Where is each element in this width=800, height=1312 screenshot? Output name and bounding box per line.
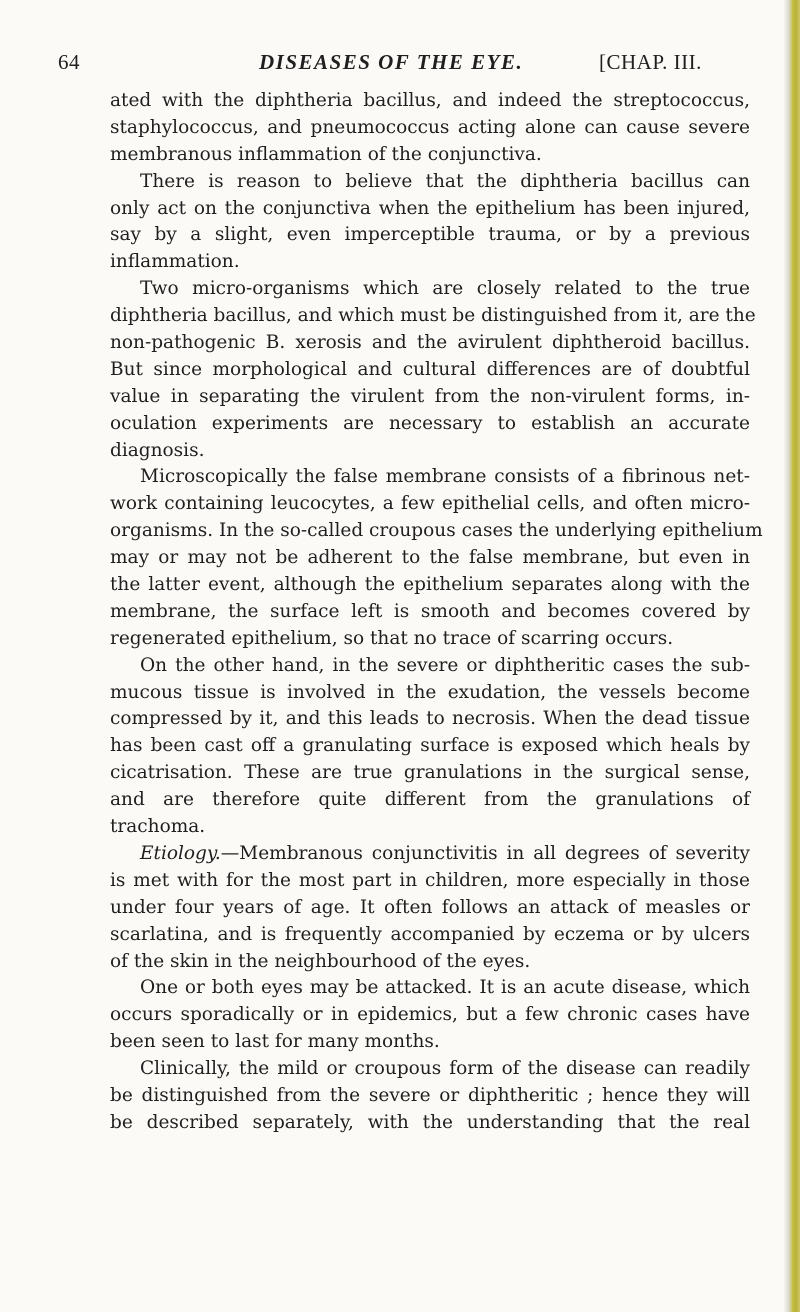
line-text: organisms. In the so-called croupous cases the underlying epithelium	[110, 520, 763, 542]
text-line	[110, 653, 750, 680]
line-text: oculation experiments are necessary to establish an accurate	[110, 412, 750, 434]
text-line	[110, 706, 750, 733]
line-text: value in separating the virulent from the non-virulent forms, in-	[110, 385, 750, 407]
line-text: But since morphological and cultural differences are of doubtful	[110, 358, 750, 380]
text-line	[110, 276, 750, 303]
text-line	[110, 975, 750, 1002]
line-text: be described separately, with the understanding that the real	[110, 1111, 750, 1133]
text-line	[110, 1002, 750, 1029]
line-text: compressed by it, and this leads to necrosis. When the dead tissue	[110, 708, 750, 730]
text-line	[110, 841, 750, 868]
line-text: scarlatina, and is frequently accompanied by eczema or by ulcers	[110, 923, 750, 945]
text-line	[110, 384, 750, 411]
text-line	[110, 545, 750, 572]
line-text: On the other hand, in the severe or diphtheritic cases the sub-	[140, 654, 750, 676]
text-line	[110, 922, 750, 949]
text-line	[110, 222, 750, 249]
text-line	[110, 115, 750, 142]
line-text: be distinguished from the severe or diphtheritic ; hence they will	[110, 1084, 750, 1106]
line-text: only act on the conjunctiva when the epithelium has been injured,	[110, 197, 750, 219]
body-text	[110, 88, 763, 1137]
line-text: say by a slight, even imperceptible trauma, or by a previous	[110, 224, 750, 246]
line-text: mucous tissue is involved in the exudation, the vessels become	[110, 681, 750, 703]
line-text: of the skin in the neighbourhood of the eyes.	[110, 950, 531, 972]
text-line	[110, 680, 750, 707]
text-line	[110, 868, 750, 895]
text-line	[110, 949, 750, 976]
line-text: been seen to last for many months.	[110, 1031, 440, 1053]
line-text: regenerated epithelium, so that no trace of scarring occurs.	[110, 627, 674, 649]
line-text: work containing leucocytes, a few epithelial cells, and often micro-	[110, 493, 750, 515]
text-line	[110, 196, 750, 223]
line-text: ated with the diphtheria bacillus, and indeed the streptococcus,	[110, 90, 750, 111]
line-text: non-pathogenic B. xerosis and the avirulent diphtheroid bacillus.	[110, 332, 750, 354]
text-line	[110, 438, 750, 465]
text-line	[110, 733, 750, 760]
page-edge-shadow	[784, 0, 800, 1312]
line-text: has been cast off a granulating surface is exposed which heals by	[110, 735, 750, 757]
text-line	[110, 330, 750, 357]
line-text: cicatrisation. These are true granulations in the surgical sense,	[110, 762, 750, 784]
line-text: may or may not be adherent to the false membrane, but even in	[110, 547, 750, 569]
line-text: and are therefore quite different from the granulations of	[110, 789, 750, 811]
running-head	[0, 50, 800, 74]
text-line	[110, 88, 750, 115]
text-line	[110, 249, 750, 276]
line-text: membranous inflammation of the conjunctiva.	[110, 143, 542, 165]
text-line	[110, 464, 750, 491]
text-line	[110, 303, 756, 330]
line-text: under four years of age. It often follows an attack of measles or	[110, 896, 750, 918]
text-line	[110, 357, 750, 384]
text-line	[110, 1110, 750, 1137]
section-heading: Etiology.	[140, 842, 221, 864]
text-line	[110, 572, 750, 599]
text-line	[110, 895, 750, 922]
line-text: staphylococcus, and pneumococcus acting alone can cause severe	[110, 116, 750, 138]
text-line	[110, 599, 750, 626]
text-line	[110, 787, 750, 814]
text-line	[110, 169, 750, 196]
text-line	[110, 491, 750, 518]
text-line	[110, 760, 750, 787]
line-text: occurs sporadically or in epidemics, but a few chronic cases have	[110, 1004, 750, 1026]
chapter-label: [CHAP. III.	[599, 50, 702, 74]
line-text: One or both eyes may be attacked. It is an acute disease, which	[140, 977, 750, 999]
line-text: —Membranous conjunctivitis in all degrees of severity	[220, 842, 750, 864]
text-line	[110, 142, 750, 169]
text-line	[110, 411, 750, 438]
line-text: is met with for the most part in children, more especially in those	[110, 869, 750, 891]
line-text: Two micro-organisms which are closely related to the true	[140, 278, 750, 300]
text-line	[110, 1029, 750, 1056]
line-text: membrane, the surface left is smooth and becomes covered by	[110, 600, 750, 622]
text-line	[110, 626, 750, 653]
line-text: diagnosis.	[110, 439, 205, 461]
line-text: Clinically, the mild or croupous form of the disease can readily	[140, 1058, 750, 1080]
line-text: trachoma.	[110, 816, 206, 838]
text-line	[110, 518, 763, 545]
running-title: DISEASES OF THE EYE.	[259, 50, 524, 74]
line-text: There is reason to believe that the diphtheria bacillus can	[140, 170, 750, 192]
line-text: diphtheria bacillus, and which must be distinguished from it, are the	[110, 305, 756, 327]
text-line	[110, 814, 750, 841]
text-line	[110, 1083, 750, 1110]
page-number: 64	[58, 50, 80, 74]
line-text: inflammation.	[110, 251, 240, 273]
line-text: Microscopically the false membrane consists of a fibrinous net-	[140, 466, 750, 488]
line-text: the latter event, although the epithelium separates along with the	[110, 574, 750, 596]
text-line	[110, 1056, 750, 1083]
